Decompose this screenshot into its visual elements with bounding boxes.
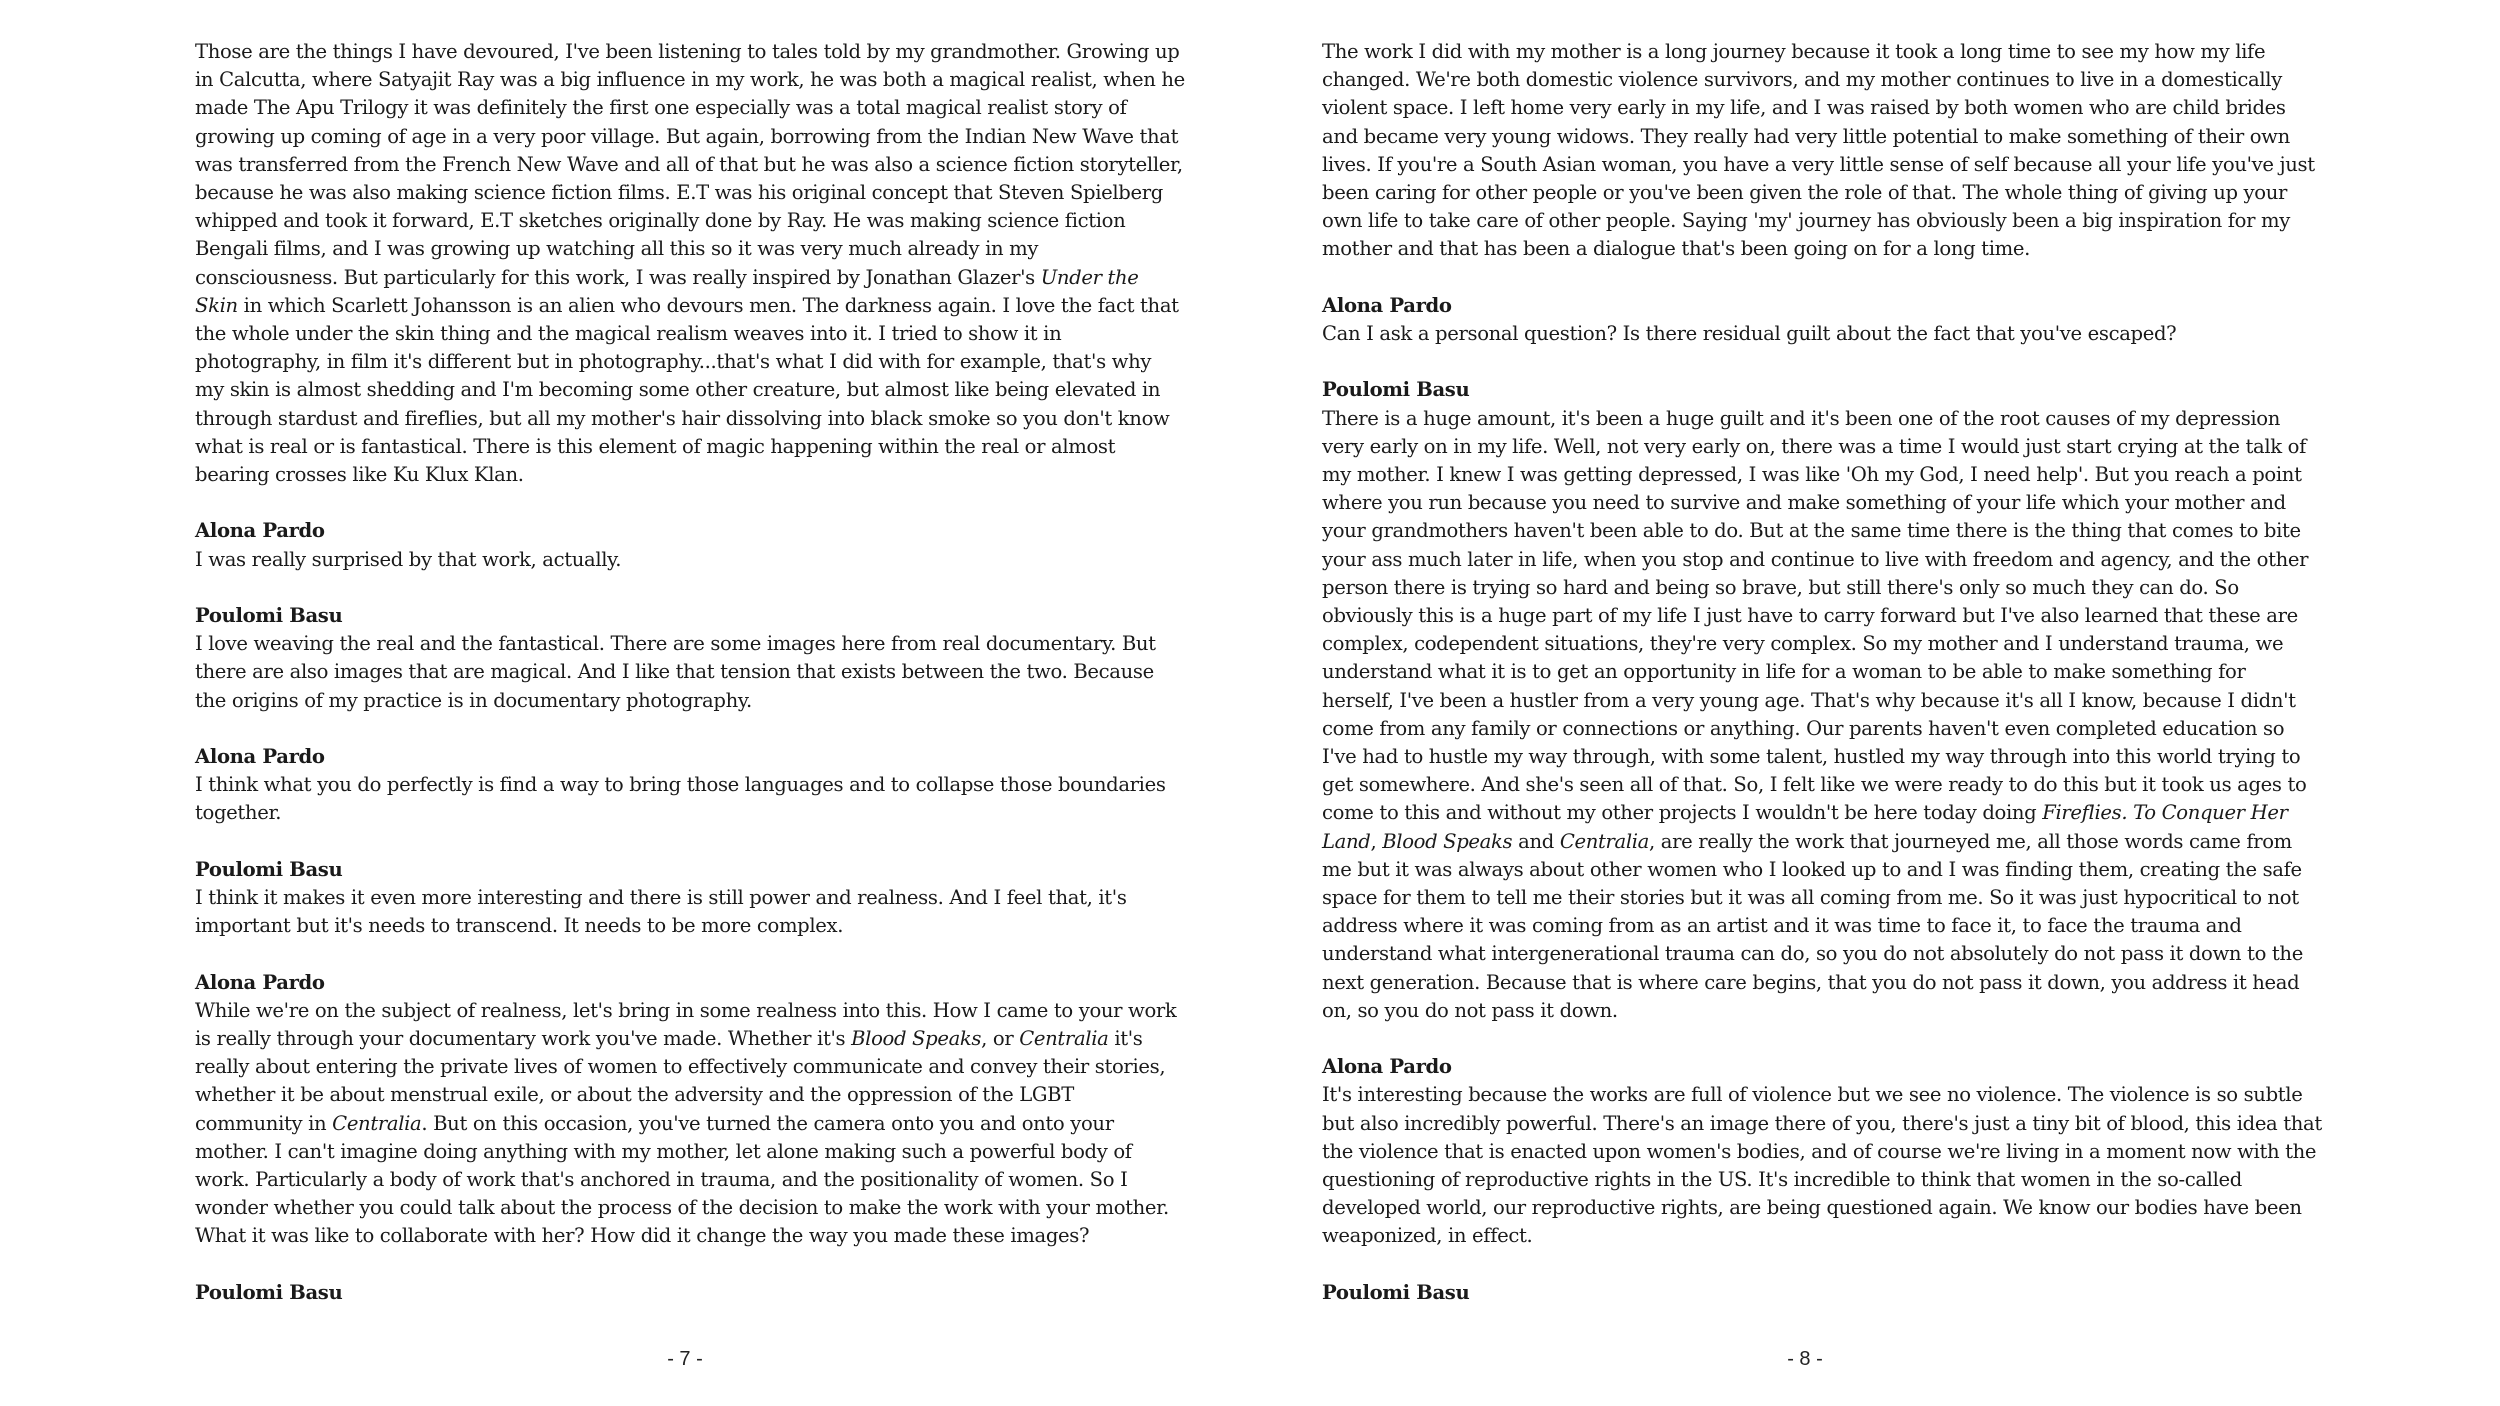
question-text: I was really surprised by that work, actually. (195, 547, 622, 571)
answer-text (1322, 405, 2322, 1025)
answer-text (195, 38, 1185, 489)
answer-block (1322, 376, 2322, 1025)
answer-text: The work I did with my mother is a long journey because it took a long time to see my how my life changed. We're both domestic violence survivors, and my mother continues to live in a domestically violent space. I left home very early in my life, and I was raised by both women who are child brides and became very young widows. They really had very little potential to make something of their own lives. If you're a South Asian woman, you have a very little sense of self because all your life you've just been caring for other people or you've been given the role of that. The whole thing of giving up your own life to take care of other people. Saying 'my' journey has obviously been a big inspiration for my mother and that has been a dialogue that's been going on for a long time. (1322, 40, 2315, 261)
answer-block (1322, 1279, 2322, 1307)
text-segment: , are really the work that journeyed me, all those words came from me but it was always about other women who I looked up to and I was finding them, creating the safe space for them to tell me their stories but it was all coming from me. So it was just hypocritical to not address where it was coming from as an artist and it was time to face it, to face the trauma and understand what intergenerational trauma can do, so you do not absolutely do not pass it down to the next generation. Because that is where care begins, that you do not pass it down, you address it head on, so you do not pass it down. (1322, 829, 2303, 1022)
speaker-name: Poulomi Basu (1322, 378, 1470, 402)
text-segment: There is a huge amount, it's been a huge guilt and it's been one of the root causes of my depression very early on in my life. Well, not very early on, there was a time I would just start crying at the talk of my mother. I knew I was getting depressed, I was like 'Oh my God, I need help'. But you reach a point where you run because you need to survive and make something of your life which your mother and your grandmothers haven't been able to do. But at the same time there is the thing that comes to bite your ass much later in life, when you stop and continue to live with freedom and agency, and the other person there is trying so hard and being so brave, but still there's only so much they can do. So obviously this is a huge part of my life I just have to carry forward but I've also learned that these are complex, codependent situations, they're very complex. So my mother and I understand trauma, we understand what it is to get an opportunity in life for a woman to be able to make something for herself, I've been a hustler from a very young age. That's why because it's all I know, because I didn't come from any family or connections or anything. Our parents haven't even completed education so I've had to hustle my way through, with some talent, hustled my way through into this world trying to get somewhere. And she's seen all of that. So, I felt like we were ready to do this but it took us ages to come to this and without my other projects I wouldn't be here today doing (1322, 406, 2309, 825)
answer-block (195, 38, 1185, 489)
speaker-name: Alona Pardo (195, 519, 325, 543)
speaker-name: Alona Pardo (1322, 293, 1452, 317)
question-block (195, 517, 1185, 573)
project-title-centralia: Centralia (332, 1111, 422, 1135)
project-title-blood-speaks: Blood Speaks (851, 1027, 982, 1051)
page-8-text-column (1322, 38, 2322, 1335)
answer-block (195, 856, 1185, 941)
page-number: - 8 - (1787, 1348, 1823, 1370)
question-text: I think what you do perfectly is find a way to bring those languages and to collapse those boundaries together. (195, 773, 1166, 825)
page-7-text-column (195, 38, 1185, 1335)
question-block (195, 969, 1185, 1251)
project-title-fireflies: Fireflies. To Conquer Her Land (1322, 801, 2288, 853)
text-segment: in which Scarlett Johansson is an alien who devours men. The darkness again. I love the fact that the whole under the skin thing and the magical realism weaves into it. I tried to show it in photography, in film it's different but in photography...that's what I did with for example, that's why my skin is almost shedding and I'm becoming some other creature, but almost like being elevated in through stardust and fireflies, but all my mother's hair dissolving into black smoke so you don't know what is real or is fantastical. There is this element of magic happening within the real or almost bearing crosses like Ku Klux Klan. (195, 293, 1179, 487)
project-title-centralia: Centralia (1019, 1027, 1109, 1051)
text-segment: . But on this occasion, you've turned the camera onto you and onto your mother. I can't imagine doing anything with my mother, let alone making such a powerful body of work. Particularly a body of work that's anchored in trauma, and the positionality of women. So I wonder whether you could talk about the process of the decision to make the work with your mother. What it was like to collaborate with her? How did it change the way you made these images? (195, 1111, 1169, 1248)
speaker-name: Poulomi Basu (195, 857, 343, 881)
question-text: It's interesting because the works are full of violence but we see no violence. The violence is so subtle but also incredibly powerful. There's an image there of you, there's just a tiny bit of blood, this idea that the violence that is enacted upon women's bodies, and of course we're living in a moment now with the questioning of reproductive rights in the US. It's incredible to think that women in the so-called developed world, our reproductive rights, are being questioned again. We know our bodies have been weaponized, in effect. (1322, 1083, 2322, 1248)
answer-text: I think it makes it even more interesting and there is still power and realness. And I feel that, it's important but it's needs to transcend. It needs to be more complex. (195, 886, 1127, 938)
project-title-centralia: Centralia (1559, 829, 1650, 853)
question-block (1322, 292, 2322, 348)
question-text (195, 997, 1185, 1251)
text-segment: While we're on the subject of realness, let's bring in some realness into this. How I came to your work is really through your documentary work you've made. Whether it's (195, 998, 1177, 1051)
speaker-name: Alona Pardo (1322, 1055, 1452, 1079)
answer-text: I love weaving the real and the fantastical. There are some images here from real documentary. But there are also images that are magical. And I like that tension that exists between the two. Because the origins of my practice is in documentary photography. (195, 632, 1156, 712)
text-segment: it's really about entering the private lives of women to effectively communicate and convey their stories, whether it be about menstrual exile, or about the adversity and the oppression of the LGBT community in (195, 1027, 1166, 1135)
question-text: Can I ask a personal question? Is there residual guilt about the fact that you've escaped? (1322, 322, 2177, 346)
page-8 (1250, 0, 2500, 1406)
speaker-name: Alona Pardo (195, 745, 325, 769)
film-title-under-the-skin: Under the Skin (195, 265, 1139, 317)
speaker-name: Poulomi Basu (1322, 1280, 1470, 1304)
speaker-name: Alona Pardo (195, 970, 325, 994)
text-segment: , (1370, 829, 1383, 853)
question-block (1322, 1053, 2322, 1250)
question-block (195, 743, 1185, 828)
page-number: - 7 - (667, 1348, 703, 1370)
speaker-name: Poulomi Basu (195, 604, 343, 628)
answer-block (1322, 38, 2322, 264)
text-segment: , or (981, 1027, 1020, 1051)
text-segment: Those are the things I have devoured, I've been listening to tales told by my grandmother. Growing up in Calcutta, where Satyajit Ray was a big influence in my work, he was both a magical realist, when he made The Apu Trilogy it was definitely the first one especially was a total magical realist story of growing up coming of age in a very poor village. But again, borrowing from the Indian New Wave that was transferred from the French New Wave and all of that but he was also a science fiction storyteller, because he was also making science fiction films. E.T was his original concept that Steven Spielberg whipped and took it forward, E.T sketches originally done by Ray. He was making science fiction Bengali films, and I was growing up watching all this so it was very much already in my consciousness. But particularly for this work, I was really inspired by Jonathan Glazer's (195, 40, 1185, 289)
answer-block (195, 1279, 1185, 1307)
answer-block (195, 602, 1185, 715)
speaker-name: Poulomi Basu (195, 1280, 343, 1304)
text-segment: and (1512, 829, 1560, 853)
project-title-blood-speaks: Blood Speaks (1382, 829, 1513, 853)
